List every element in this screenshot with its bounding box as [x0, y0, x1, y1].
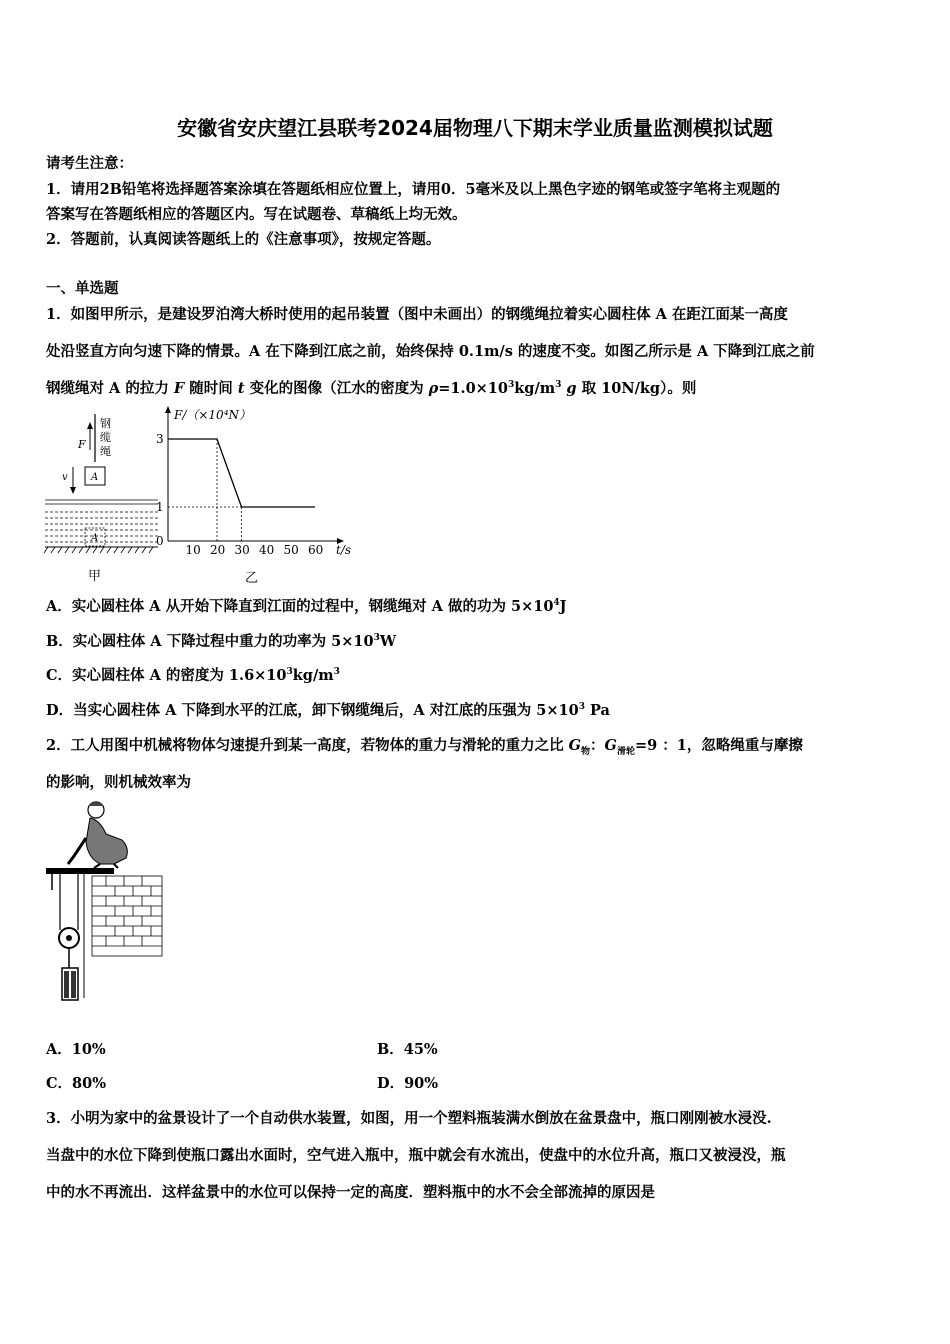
- q1-option-c[interactable]: C．实心圆柱体 A 的密度为 $1.6\times 10^3kg/m^3$: [46, 667, 340, 684]
- q2-line-2: 的影响，则机械效率为: [46, 774, 191, 791]
- figure-jia: [40, 412, 165, 587]
- notice-line-2: 答案写在答题纸相应的答题区内。写在试题卷、草稿纸上均无效。: [46, 206, 467, 223]
- x-tick-label: 50: [283, 543, 299, 557]
- notice-line-1: 1．请用2B铅笔将选择题答案涂填在答题纸相应位置上，请用0．5毫米及以上黑色字迹的钢笔或签字笔将主观题的: [46, 181, 781, 198]
- velocity-arrowhead-icon: [70, 487, 76, 494]
- notice-heading: 请考生注意：: [46, 155, 133, 172]
- notice-line-3: 2．答题前，认真阅读答题纸上的《注意事项》，按规定答题。: [46, 231, 441, 248]
- water-lines: [45, 500, 158, 542]
- cylinder-a-label: A: [91, 472, 99, 483]
- force-label: F: [78, 438, 86, 451]
- worker-pulley-figure: [44, 798, 169, 1008]
- x-tick-label: 40: [259, 543, 275, 557]
- page-title: 安徽省安庆望江县联考2024届物理八下期末学业质量监测模拟试题: [177, 116, 773, 140]
- x-axis-label: t/s: [336, 543, 352, 557]
- load-object-icon: [62, 968, 78, 1000]
- section-heading: 一、单选题: [46, 280, 119, 297]
- x-tick-label: 10: [185, 543, 201, 557]
- force-time-chart: [150, 404, 365, 584]
- q3-line-2: 当盘中的水位下降到使瓶口露出水面时，空气进入瓶中，瓶中就会有水流出，使盘中的水位升高，瓶口又被浸没，瓶: [46, 1147, 786, 1164]
- figure-jia-label: 甲: [88, 569, 102, 584]
- x-tick-label: 20: [210, 543, 226, 557]
- q2-option-d[interactable]: D．90%: [377, 1075, 439, 1092]
- q3-line-1: 3．小明为家中的盆景设计了一个自动供水装置，如图，用一个塑料瓶装满水倒放在盆景盘中，瓶口刚刚被水浸没.: [46, 1110, 772, 1127]
- riverbed-hatch: [44, 547, 153, 553]
- pulley-axle: [66, 935, 72, 941]
- q2-line-1: 2．工人用图中机械将物体匀速提升到某一高度，若物体的重力与滑轮的重力之比 $G_物$：$G_{滑轮}=9$ ：1，忽略绳重与摩擦: [46, 737, 803, 757]
- q2-option-b[interactable]: B．45%: [377, 1041, 438, 1058]
- cylinder-a-bottom-label: A: [91, 533, 99, 544]
- y-tick-label: 3: [156, 432, 164, 446]
- q2-option-c[interactable]: C．80%: [46, 1075, 106, 1092]
- x-tick-label: 60: [308, 543, 324, 557]
- q1-option-d[interactable]: D．当实心圆柱体 A 下降到水平的江底，卸下钢缆绳后，A 对江底的压强为 $5\times 10^3$ Pa: [46, 702, 610, 719]
- q1-option-a[interactable]: A．实心圆柱体 A 从开始下降直到江面的过程中，钢缆绳对 A 做的功为 $5\times 10^4J$: [46, 598, 567, 615]
- velocity-label: v: [62, 472, 68, 483]
- q1-line-2: 处沿竖直方向匀速下降的情景。A 在下降到江底之前，始终保持 0.1m/s 的速度不变。如图乙所示是 A 下降到江底之前: [46, 343, 815, 360]
- q2-option-a[interactable]: A．10%: [46, 1041, 106, 1058]
- y-axis-label: F/（×10⁴N）: [174, 408, 252, 422]
- figure-yi-label: 乙: [245, 571, 259, 584]
- q3-line-3: 中的水不再流出．这样盆景中的水位可以保持一定的高度．塑料瓶中的水不会全部流掉的原因是: [46, 1184, 655, 1201]
- series-line: [168, 439, 315, 507]
- rope-label-3: 绳: [100, 445, 111, 458]
- q1-line-1: 1．如图甲所示，是建设罗泊湾大桥时使用的起吊装置（图中未画出）的钢缆绳拉着实心圆柱体 A 在距江面某一高度: [46, 306, 788, 323]
- y-tick-label: 0: [156, 534, 164, 548]
- q1-line-3: 钢缆绳对 A 的拉力 F 随时间 t 变化的图像（江水的密度为 $\rho=1.0\times 10^3kg/m^3$ g 取 10N/kg）。则: [46, 380, 697, 397]
- x-tick-label: 30: [234, 543, 250, 557]
- brick-wall: [92, 876, 162, 956]
- rope-label-2: 缆: [100, 431, 111, 444]
- worker-icon: [68, 802, 127, 868]
- rope-label-1: 钢: [100, 417, 111, 430]
- beam: [46, 868, 114, 874]
- force-arrowhead-icon: [87, 422, 93, 429]
- q1-option-b[interactable]: B．实心圆柱体 A 下降过程中重力的功率为 $5\times 10^3W$: [46, 633, 397, 650]
- y-axis-arrow-icon: [165, 406, 171, 413]
- y-tick-label: 1: [156, 500, 164, 514]
